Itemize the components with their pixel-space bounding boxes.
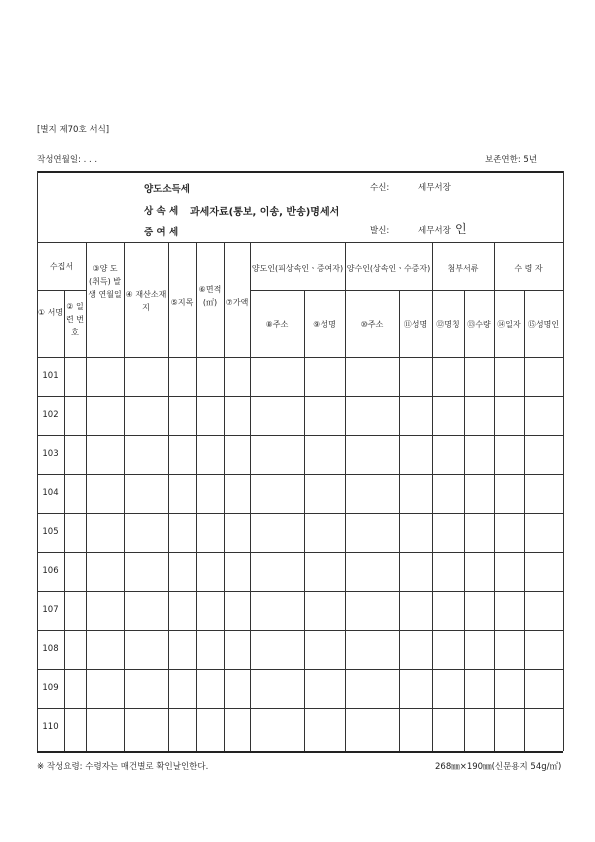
header-transfer-date: ③양 도 (취득) 발 생 연월일 [88, 264, 122, 299]
header-transferee-address: ⑩주소 [360, 320, 384, 329]
header-transferor-name: ⑨성명 [313, 320, 336, 329]
row-number: 109 [42, 683, 59, 693]
row-number: 110 [42, 722, 59, 732]
form-code: [별지 제70호 서식] [37, 125, 110, 135]
header-receipt-date: ⑭일자 [497, 320, 521, 329]
tax-type-inheritance: 상 속 세 [144, 206, 179, 217]
row-number: 102 [42, 410, 59, 420]
sender-value: 세무서장 [418, 226, 451, 236]
header-property-location: ④ 재산소재지 [125, 290, 167, 312]
header-collection-office: 수집서 [49, 262, 74, 271]
header-attachments: 첨부서류 [447, 264, 479, 273]
tax-type-capital-gains: 양도소득세 [144, 184, 190, 195]
row-number: 103 [42, 449, 59, 459]
receiver-label: 수신: [370, 183, 390, 193]
document-title: 과세자료(통보, 이송, 반송)명세서 [190, 207, 340, 218]
sender-label: 발신: [370, 226, 390, 236]
header-price: ⑦가액 [225, 298, 249, 307]
header-transferee: 양수인(상속인ㆍ수증자) [346, 264, 431, 273]
row-number: 107 [42, 605, 59, 615]
header-receiver: 수 령 자 [514, 264, 543, 273]
tax-type-gift: 증 여 세 [144, 227, 179, 238]
writing-instructions: ※ 작성요령: 수령자는 매건별로 확인날인한다. [37, 762, 209, 772]
row-number: 105 [42, 527, 59, 537]
seal-mark: 인 [455, 222, 467, 236]
receiver-value: 세무서장 [418, 183, 451, 193]
header-receipt-signature: ⑮성명인 [527, 320, 560, 329]
row-number: 104 [42, 488, 59, 498]
header-transferee-name: ⑪성명 [403, 320, 428, 329]
header-quantity: ⑬수량 [467, 320, 491, 329]
row-number: 108 [42, 644, 59, 654]
paper-spec: 268㎜×190㎜(신문용지 54g/㎡) [435, 762, 562, 772]
header-transferor: 양도인(피상속인ㆍ증여자) [251, 264, 344, 273]
header-office-signature: ① 서명 [37, 308, 64, 317]
retention-period: 보존연한: 5년 [485, 155, 538, 165]
header-transferor-address: ⑧주소 [265, 320, 289, 329]
header-document-name: ⑫명칭 [436, 320, 460, 329]
row-number: 106 [42, 566, 59, 576]
row-number: 101 [42, 371, 59, 381]
write-date: 작성연월일: . . . [37, 155, 98, 165]
header-land-category: ⑤지목 [170, 298, 194, 307]
header-serial-number: ② 일련 번호 [66, 302, 84, 337]
header-area: ⑥면적 (㎡) [198, 285, 222, 307]
